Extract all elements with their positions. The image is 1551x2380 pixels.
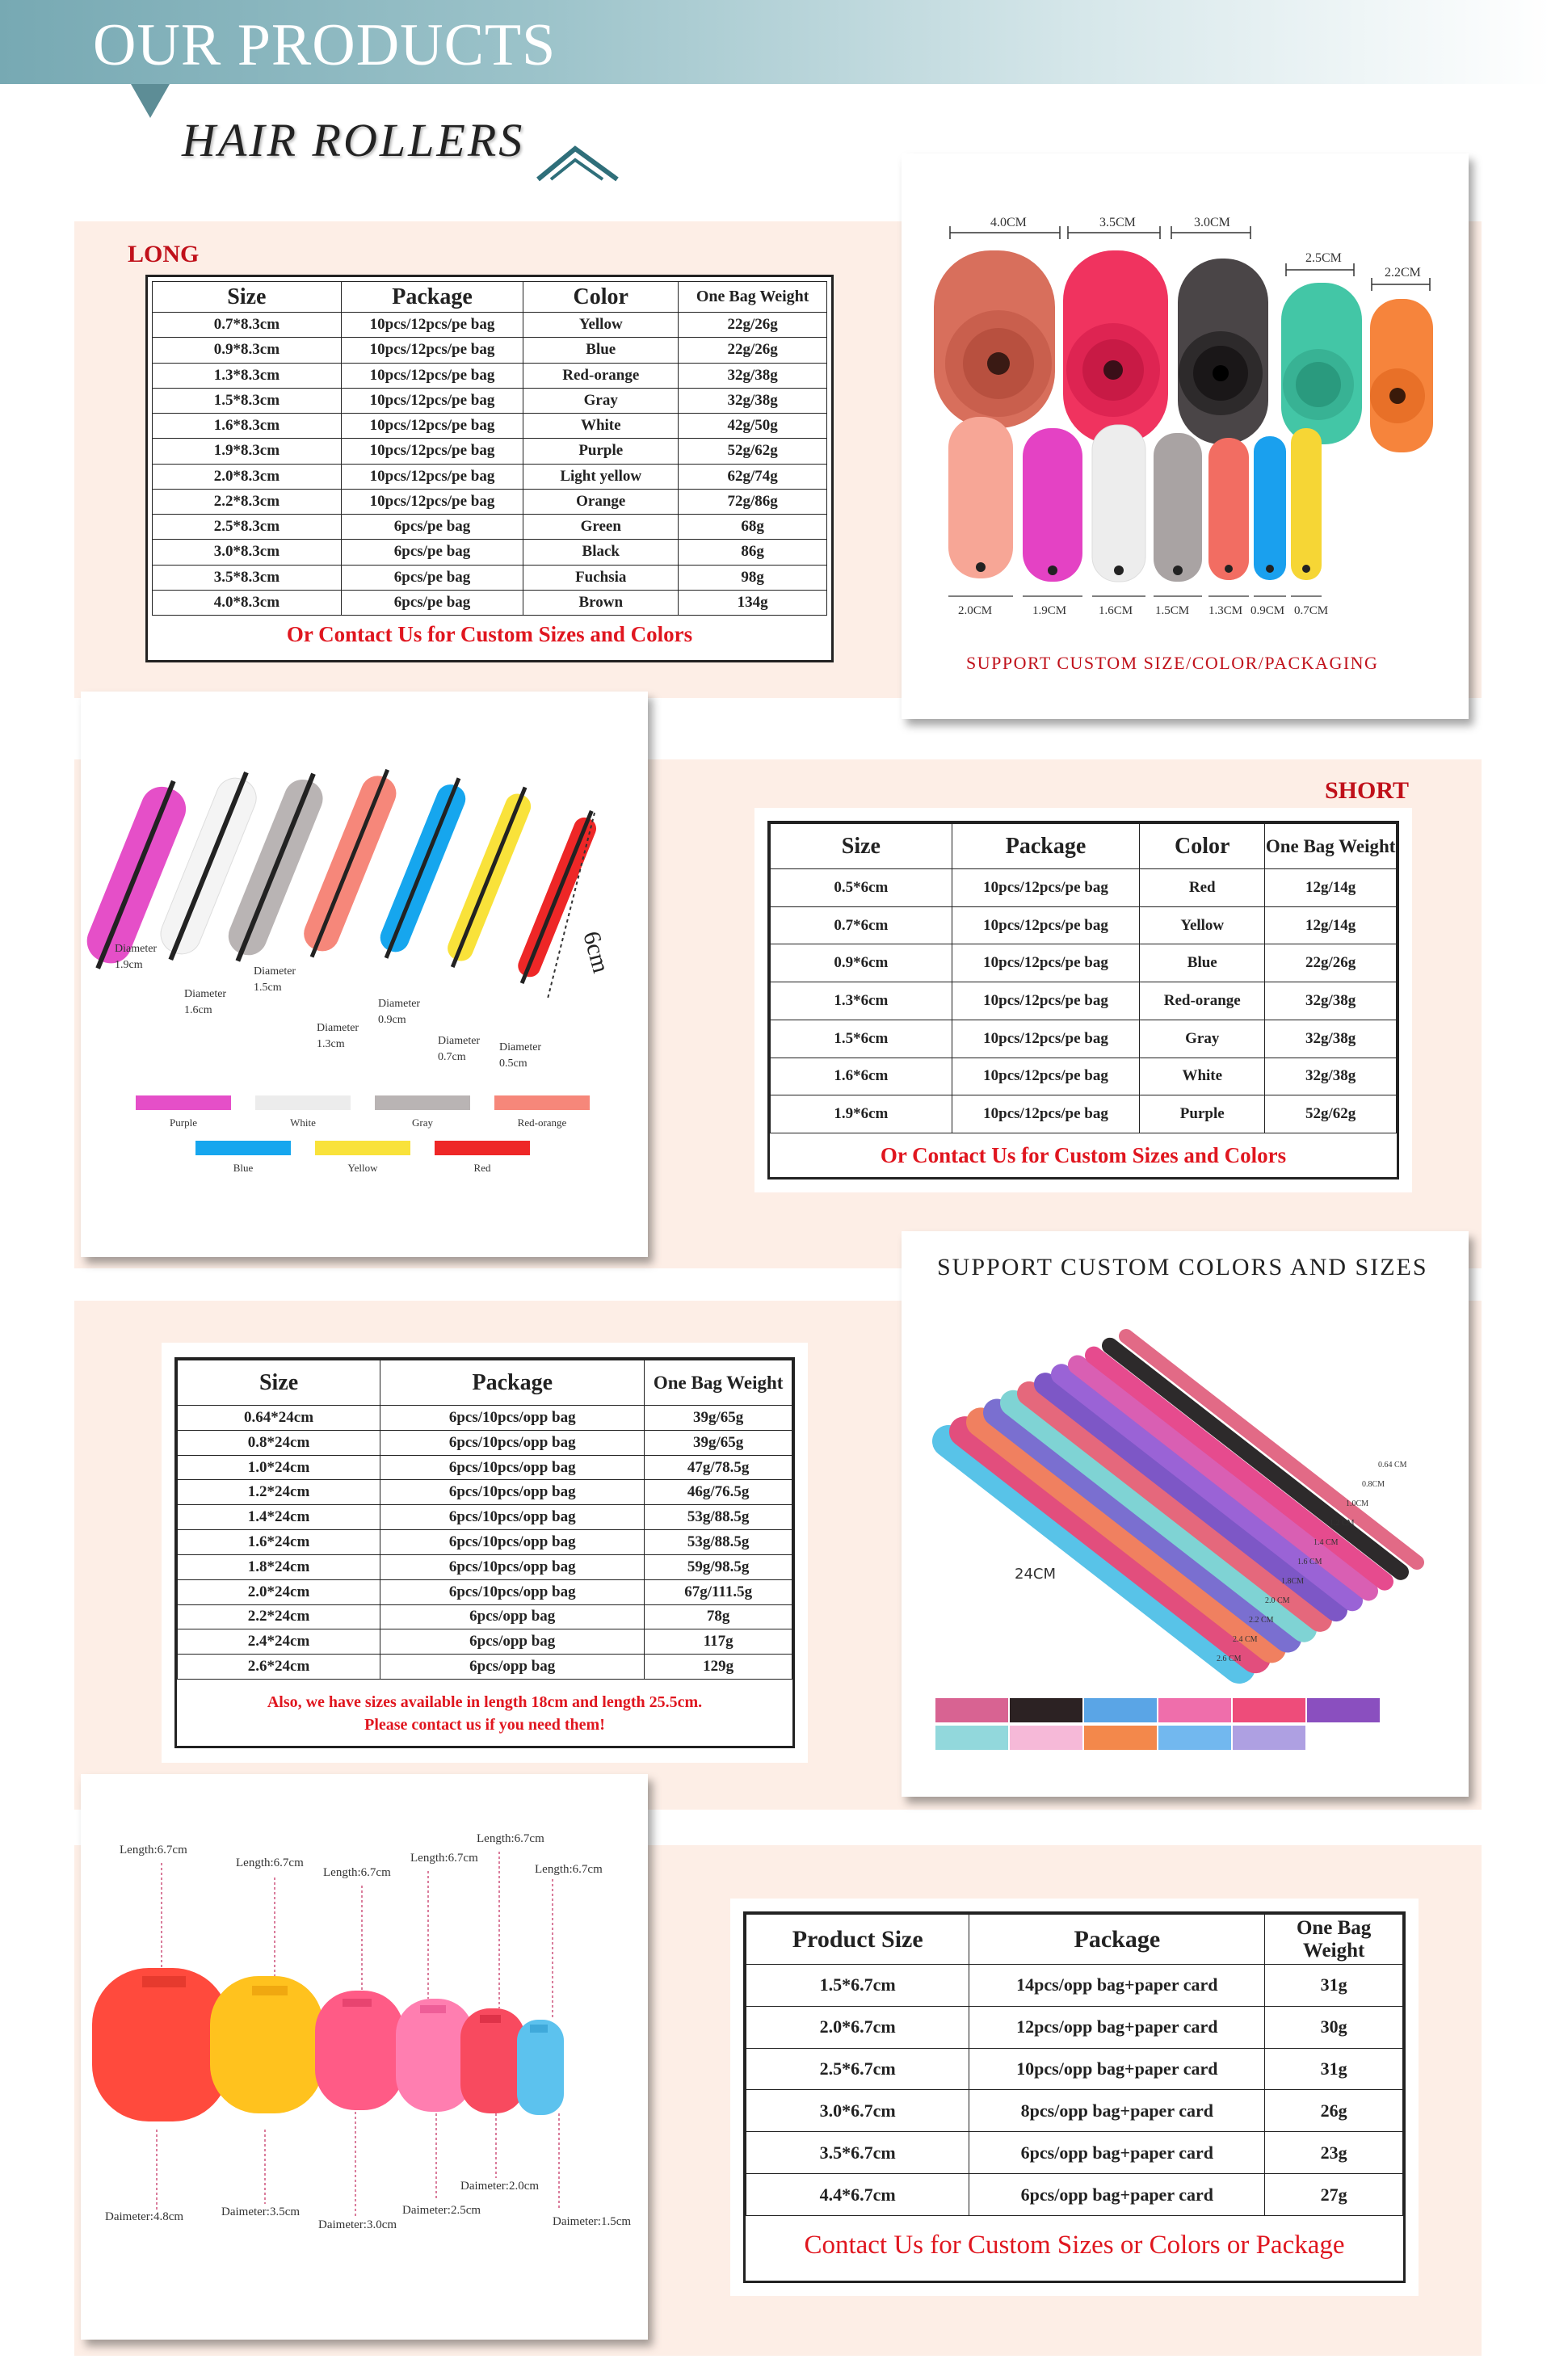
table-cell: 1.0*24cm <box>178 1455 380 1480</box>
table-cell: 23g <box>1265 2132 1403 2174</box>
small-rollers <box>948 417 1322 582</box>
table-cell: 53g/88.5g <box>645 1505 792 1530</box>
table-cell: Yellow <box>523 313 679 338</box>
flexi-swatch <box>1233 1698 1305 1722</box>
swatch-red-orange <box>494 1095 590 1110</box>
table-cell: Green <box>523 515 679 540</box>
table-cell: 2.2*8.3cm <box>153 489 342 514</box>
table-row <box>771 906 1397 944</box>
table-cell: 6pcs/10pcs/opp bag <box>380 1579 645 1604</box>
rod-dim-2: 1.0CM <box>1346 1499 1369 1508</box>
table-cell: 6pcs/pe bag <box>341 590 523 615</box>
table-cell: 86g <box>679 540 827 565</box>
table-cell: 32g/38g <box>1265 1020 1397 1058</box>
short-header-3: One Bag Weight <box>1265 824 1397 869</box>
table-cell: Brown <box>523 590 679 615</box>
table-row <box>153 363 827 388</box>
sponge-diameter-1: Daimeter:3.5cm <box>221 2205 301 2218</box>
table-cell: Purple <box>523 439 679 464</box>
table-cell: 1.5*6cm <box>771 1020 952 1058</box>
swatch-label-red: Red <box>473 1162 491 1174</box>
table-cell: 52g/62g <box>679 439 827 464</box>
banner-triangle <box>131 84 170 118</box>
diameter-0: Diameter 1.9cm <box>115 943 158 971</box>
table-cell: 42g/50g <box>679 414 827 439</box>
table-cell: 1.8*24cm <box>178 1554 380 1579</box>
table-row <box>178 1655 792 1680</box>
flexi-swatch <box>1010 1698 1082 1722</box>
table-cell: Purple <box>1140 1095 1265 1133</box>
swatch-yellow <box>315 1141 410 1155</box>
table-row <box>153 590 827 615</box>
table-cell: 10pcs/12pcs/pe bag <box>952 1058 1140 1095</box>
sponge-diameter-0: Daimeter:4.8cm <box>105 2210 184 2223</box>
flexi-table-card <box>162 1343 808 1763</box>
dim-top-4: 2.2CM <box>1385 266 1421 280</box>
sponge-length-2: Length:6.7cm <box>323 1866 391 1879</box>
long-spec-table <box>152 281 827 616</box>
table-cell: 6pcs/pe bag <box>341 540 523 565</box>
table-cell: 10pcs/opp bag+paper card <box>969 2048 1265 2090</box>
table-cell: 2.0*8.3cm <box>153 464 342 489</box>
table-row <box>771 869 1397 907</box>
table-row <box>178 1505 792 1530</box>
table-cell: 134g <box>679 590 827 615</box>
table-cell: 12g/14g <box>1265 906 1397 944</box>
dim-bottom-5: 0.9CM <box>1250 604 1285 617</box>
swatch-gray <box>375 1095 470 1110</box>
short-rollers-photo-card <box>81 692 648 1257</box>
short-spec-table <box>770 823 1397 1133</box>
table-cell: 6pcs/opp bag <box>380 1655 645 1680</box>
dim-bottom-2: 1.6CM <box>1099 604 1133 617</box>
table-row <box>153 565 827 590</box>
table-row <box>178 1480 792 1505</box>
table-cell: 1.6*6cm <box>771 1058 952 1095</box>
sponge-length-4: Length:6.7cm <box>477 1832 544 1845</box>
rod-dim-6: 1.8CM <box>1281 1577 1305 1586</box>
long-header-0: Size <box>153 282 342 313</box>
table-cell: 62g/74g <box>679 464 827 489</box>
sponge-length-0: Length:6.7cm <box>120 1844 187 1856</box>
table-cell: 1.5*6.7cm <box>746 1965 969 2007</box>
table-row <box>153 388 827 413</box>
sponge-table-box <box>743 1911 1406 2283</box>
table-cell: 4.4*6.7cm <box>746 2174 969 2216</box>
short-table-card <box>754 808 1412 1192</box>
table-cell: 0.5*6cm <box>771 869 952 907</box>
photo1-caption: SUPPORT CUSTOM SIZE/COLOR/PACKAGING <box>966 653 1379 673</box>
sponge-diameter-2: Daimeter:3.0cm <box>318 2218 397 2231</box>
dim-bottom-6: 0.7CM <box>1294 604 1329 617</box>
dim-top-3: 2.5CM <box>1305 251 1342 265</box>
table-cell: 22g/26g <box>1265 944 1397 982</box>
table-cell: Blue <box>1140 944 1265 982</box>
table-cell: White <box>523 414 679 439</box>
table-cell: 10pcs/12pcs/pe bag <box>341 489 523 514</box>
table-cell: 32g/38g <box>1265 1058 1397 1095</box>
table-cell: 6pcs/10pcs/opp bag <box>380 1455 645 1480</box>
table-cell: 3.0*8.3cm <box>153 540 342 565</box>
table-cell: 53g/88.5g <box>645 1530 792 1555</box>
table-row <box>746 2090 1403 2132</box>
flexi-note-line2: Please contact us if you need them! <box>364 1716 605 1734</box>
table-cell: Blue <box>523 338 679 363</box>
table-cell: 1.4*24cm <box>178 1505 380 1530</box>
table-cell: 10pcs/12pcs/pe bag <box>341 464 523 489</box>
table-cell: 1.9*8.3cm <box>153 439 342 464</box>
table-cell: 10pcs/12pcs/pe bag <box>952 944 1140 982</box>
table-cell: 6pcs/opp bag <box>380 1604 645 1629</box>
section-title: HAIR ROLLERS <box>182 114 525 166</box>
flexi-swatch <box>1010 1726 1082 1750</box>
table-cell: 2.5*8.3cm <box>153 515 342 540</box>
table-cell: Red-orange <box>523 363 679 388</box>
flexi-swatch <box>1084 1698 1157 1722</box>
table-row <box>746 2132 1403 2174</box>
table-cell: 52g/62g <box>1265 1095 1397 1133</box>
rod-dim-10: 2.6 CM <box>1217 1655 1242 1663</box>
sponge-rollers-photo <box>81 1774 648 2340</box>
table-cell: 72g/86g <box>679 489 827 514</box>
table-row <box>771 1020 1397 1058</box>
length-label-6cm: 6cm <box>578 928 615 976</box>
flexi-swatch <box>1307 1698 1380 1722</box>
long-header-2: Color <box>523 282 679 313</box>
table-cell: 6pcs/pe bag <box>341 565 523 590</box>
table-row <box>153 313 827 338</box>
table-cell: 2.5*6.7cm <box>746 2048 969 2090</box>
table-cell: 8pcs/opp bag+paper card <box>969 2090 1265 2132</box>
dim-top-0: 4.0CM <box>990 216 1027 229</box>
table-row <box>746 2048 1403 2090</box>
table-row <box>178 1406 792 1431</box>
sponge-table-card <box>730 1899 1419 2296</box>
table-cell: 47g/78.5g <box>645 1455 792 1480</box>
table-cell: 1.6*8.3cm <box>153 414 342 439</box>
table-cell: White <box>1140 1058 1265 1095</box>
table-cell: 2.4*24cm <box>178 1629 380 1655</box>
table-cell: Red-orange <box>1140 982 1265 1020</box>
dim-top-2: 3.0CM <box>1194 216 1230 229</box>
table-cell: Orange <box>523 489 679 514</box>
table-cell: 2.6*24cm <box>178 1655 380 1680</box>
table-row <box>746 1965 1403 2007</box>
table-row <box>153 540 827 565</box>
table-cell: Light yellow <box>523 464 679 489</box>
table-cell: 68g <box>679 515 827 540</box>
sponge-diameter-5: Daimeter:1.5cm <box>553 2215 632 2228</box>
table-row <box>153 338 827 363</box>
table-cell: 3.5*8.3cm <box>153 565 342 590</box>
flexi-note-line1: Also, we have sizes available in length 18cm and length 25.5cm. <box>267 1693 703 1711</box>
rod-dim-1: 0.8CM <box>1362 1480 1385 1489</box>
table-cell: 6pcs/10pcs/opp bag <box>380 1406 645 1431</box>
dim-bottom-0: 2.0CM <box>958 604 993 617</box>
flexi-swatch <box>1084 1726 1157 1750</box>
table-cell: 2.0*24cm <box>178 1579 380 1604</box>
sponge-contact-note: Contact Us for Custom Sizes or Colors or Package <box>804 2231 1345 2260</box>
dim-bottom-4: 1.3CM <box>1208 604 1243 617</box>
table-row <box>153 414 827 439</box>
flexi-table-box <box>174 1357 795 1748</box>
short-table-box <box>767 821 1399 1179</box>
table-cell: 22g/26g <box>679 338 827 363</box>
table-cell: 39g/65g <box>645 1430 792 1455</box>
table-cell: 1.3*8.3cm <box>153 363 342 388</box>
table-cell: 59g/98.5g <box>645 1554 792 1579</box>
table-row <box>178 1554 792 1579</box>
table-row <box>178 1579 792 1604</box>
roof-ornament-icon <box>533 145 622 183</box>
rod-dim-4: 1.4 CM <box>1314 1538 1339 1547</box>
table-row <box>771 1058 1397 1095</box>
rod-dim-0: 0.64 CM <box>1378 1461 1407 1470</box>
table-cell: 98g <box>679 565 827 590</box>
sponge-length-1: Length:6.7cm <box>236 1856 304 1869</box>
table-row <box>153 489 827 514</box>
diameter-2: Diameter 1.5cm <box>254 965 296 994</box>
table-cell: 31g <box>1265 1965 1403 2007</box>
table-cell: 3.0*6.7cm <box>746 2090 969 2132</box>
table-cell: 6pcs/opp bag+paper card <box>969 2132 1265 2174</box>
table-cell: 1.2*24cm <box>178 1480 380 1505</box>
long-rollers-photo-card <box>902 153 1469 719</box>
dim-top-1: 3.5CM <box>1099 216 1136 229</box>
sponge-diameter-3: Daimeter:2.5cm <box>402 2204 481 2217</box>
short-header-2: Color <box>1140 824 1265 869</box>
table-cell: 0.7*6cm <box>771 906 952 944</box>
table-cell: 1.5*8.3cm <box>153 388 342 413</box>
table-cell: 0.9*8.3cm <box>153 338 342 363</box>
page-title: OUR PRODUCTS <box>93 12 557 78</box>
length-label-24cm: 24CM <box>1015 1566 1057 1583</box>
flexi-header-2: One Bag Weight <box>645 1360 792 1406</box>
table-cell: 3.5*6.7cm <box>746 2132 969 2174</box>
table-cell: 129g <box>645 1655 792 1680</box>
table-row <box>746 2006 1403 2048</box>
short-heading: SHORT <box>1325 777 1409 804</box>
short-roller-set <box>81 763 603 988</box>
table-cell: 46g/76.5g <box>645 1480 792 1505</box>
sponge-spec-table <box>746 1914 1403 2216</box>
long-header-3: One Bag Weight <box>679 282 827 313</box>
table-cell: 0.8*24cm <box>178 1430 380 1455</box>
table-row <box>746 2174 1403 2216</box>
table-row <box>771 1095 1397 1133</box>
table-cell: 0.7*8.3cm <box>153 313 342 338</box>
table-cell: 67g/111.5g <box>645 1579 792 1604</box>
table-cell: 6pcs/10pcs/opp bag <box>380 1430 645 1455</box>
table-cell: 6pcs/pe bag <box>341 515 523 540</box>
short-header-0: Size <box>771 824 952 869</box>
table-cell: 6pcs/opp bag <box>380 1629 645 1655</box>
table-cell: Gray <box>1140 1020 1265 1058</box>
diameter-3: Diameter 1.3cm <box>317 1022 359 1050</box>
table-cell: 31g <box>1265 2048 1403 2090</box>
flexi-rods-photo-card <box>902 1231 1469 1797</box>
table-cell: 10pcs/12pcs/pe bag <box>341 313 523 338</box>
photo3-caption: SUPPORT CUSTOM COLORS AND SIZES <box>937 1254 1428 1280</box>
table-cell: 10pcs/12pcs/pe bag <box>952 1020 1140 1058</box>
swatch-label-red-orange: Red-orange <box>517 1116 567 1129</box>
table-cell: 1.3*6cm <box>771 982 952 1020</box>
table-cell: 10pcs/12pcs/pe bag <box>341 414 523 439</box>
table-cell: Fuchsia <box>523 565 679 590</box>
table-row <box>771 982 1397 1020</box>
rod-dim-9: 2.4 CM <box>1233 1635 1258 1644</box>
sponge-rollers-photo-card <box>81 1774 648 2340</box>
short-contact-note: Or Contact Us for Custom Sizes and Colors <box>880 1143 1287 1167</box>
swatch-purple <box>136 1095 231 1110</box>
flexi-swatch <box>935 1698 1008 1722</box>
table-row <box>771 944 1397 982</box>
table-cell: 10pcs/12pcs/pe bag <box>341 338 523 363</box>
swatch-label-white: White <box>290 1116 316 1129</box>
table-cell: 32g/38g <box>679 388 827 413</box>
flexi-swatch <box>1158 1698 1231 1722</box>
table-cell: 22g/26g <box>679 313 827 338</box>
table-cell: 1.6*24cm <box>178 1530 380 1555</box>
table-cell: 39g/65g <box>645 1406 792 1431</box>
diameter-1: Diameter 1.6cm <box>184 988 227 1016</box>
table-cell: 78g <box>645 1604 792 1629</box>
table-cell: 12g/14g <box>1265 869 1397 907</box>
rod-dim-5: 1.6 CM <box>1297 1558 1322 1566</box>
table-cell: 10pcs/12pcs/pe bag <box>952 869 1140 907</box>
table-cell: 1.9*6cm <box>771 1095 952 1133</box>
swatch-white <box>255 1095 351 1110</box>
rod-dim-3: 1.2 CM <box>1330 1519 1355 1528</box>
big-rollers <box>934 250 1433 452</box>
table-row <box>153 439 827 464</box>
table-cell: 10pcs/12pcs/pe bag <box>341 363 523 388</box>
diameter-5: Diameter 0.7cm <box>438 1035 481 1063</box>
table-cell: 2.0*6.7cm <box>746 2006 969 2048</box>
table-cell: 0.64*24cm <box>178 1406 380 1431</box>
flexi-contact-note <box>177 1691 792 1736</box>
flexi-swatch <box>935 1726 1008 1750</box>
table-cell: 6pcs/10pcs/opp bag <box>380 1505 645 1530</box>
table-cell: 27g <box>1265 2174 1403 2216</box>
swatch-red <box>435 1141 530 1155</box>
long-heading: LONG <box>128 241 200 267</box>
diameter-6: Diameter 0.5cm <box>499 1041 542 1070</box>
sponge-diameter-4: Daimeter:2.0cm <box>460 2180 540 2193</box>
table-cell: 12pcs/opp bag+paper card <box>969 2006 1265 2048</box>
table-row <box>178 1430 792 1455</box>
dim-bottom-3: 1.5CM <box>1155 604 1190 617</box>
flexi-header-0: Size <box>178 1360 380 1406</box>
table-cell: 117g <box>645 1629 792 1655</box>
table-row <box>153 515 827 540</box>
table-cell: 6pcs/10pcs/opp bag <box>380 1554 645 1579</box>
table-cell: Gray <box>523 388 679 413</box>
diameter-4: Diameter 0.9cm <box>378 998 421 1026</box>
flexi-header-1: Package <box>380 1360 645 1406</box>
sponge-header-0: Product Size <box>746 1915 969 1965</box>
swatch-blue <box>195 1141 291 1155</box>
table-cell: 10pcs/12pcs/pe bag <box>952 1095 1140 1133</box>
sponge-length-3: Length:6.7cm <box>410 1852 478 1865</box>
table-cell: Black <box>523 540 679 565</box>
long-header-1: Package <box>341 282 523 313</box>
table-cell: 6pcs/opp bag+paper card <box>969 2174 1265 2216</box>
table-cell: 10pcs/12pcs/pe bag <box>952 906 1140 944</box>
long-rollers-photo <box>902 153 1469 719</box>
table-row <box>178 1530 792 1555</box>
sponge-length-5: Length:6.7cm <box>535 1863 603 1876</box>
sponge-rollers <box>92 1968 564 2121</box>
flexi-swatch <box>1158 1726 1231 1750</box>
flexi-spec-table <box>177 1360 792 1680</box>
table-cell: 10pcs/12pcs/pe bag <box>952 982 1140 1020</box>
dim-bottom-1: 1.9CM <box>1032 604 1067 617</box>
table-cell: 32g/38g <box>1265 982 1397 1020</box>
table-cell: 10pcs/12pcs/pe bag <box>341 439 523 464</box>
swatch-label-purple: Purple <box>170 1116 197 1129</box>
swatch-label-yellow: Yellow <box>347 1162 378 1174</box>
table-row <box>178 1604 792 1629</box>
table-cell: 14pcs/opp bag+paper card <box>969 1965 1265 2007</box>
table-cell: 10pcs/12pcs/pe bag <box>341 388 523 413</box>
table-cell: 4.0*8.3cm <box>153 590 342 615</box>
table-cell: 32g/38g <box>679 363 827 388</box>
short-header-1: Package <box>952 824 1140 869</box>
swatch-label-blue: Blue <box>233 1162 254 1174</box>
sponge-header-2: One Bag Weight <box>1265 1915 1403 1965</box>
table-row <box>178 1629 792 1655</box>
table-cell: 0.9*6cm <box>771 944 952 982</box>
table-cell: 6pcs/10pcs/opp bag <box>380 1480 645 1505</box>
long-contact-note: Or Contact Us for Custom Sizes and Colors <box>286 622 693 646</box>
flexi-swatch <box>1233 1726 1305 1750</box>
swatch-label-gray: Gray <box>412 1116 433 1129</box>
table-cell: Red <box>1140 869 1265 907</box>
table-row <box>153 464 827 489</box>
long-table-box <box>145 275 834 662</box>
sponge-header-1: Package <box>969 1915 1265 1965</box>
table-cell: 30g <box>1265 2006 1403 2048</box>
table-cell: 2.2*24cm <box>178 1604 380 1629</box>
table-cell: 6pcs/10pcs/opp bag <box>380 1530 645 1555</box>
table-cell: Yellow <box>1140 906 1265 944</box>
rod-dim-8: 2.2 CM <box>1249 1616 1274 1625</box>
table-cell: 26g <box>1265 2090 1403 2132</box>
rod-dim-7: 2.0 CM <box>1265 1596 1290 1605</box>
table-row <box>178 1455 792 1480</box>
